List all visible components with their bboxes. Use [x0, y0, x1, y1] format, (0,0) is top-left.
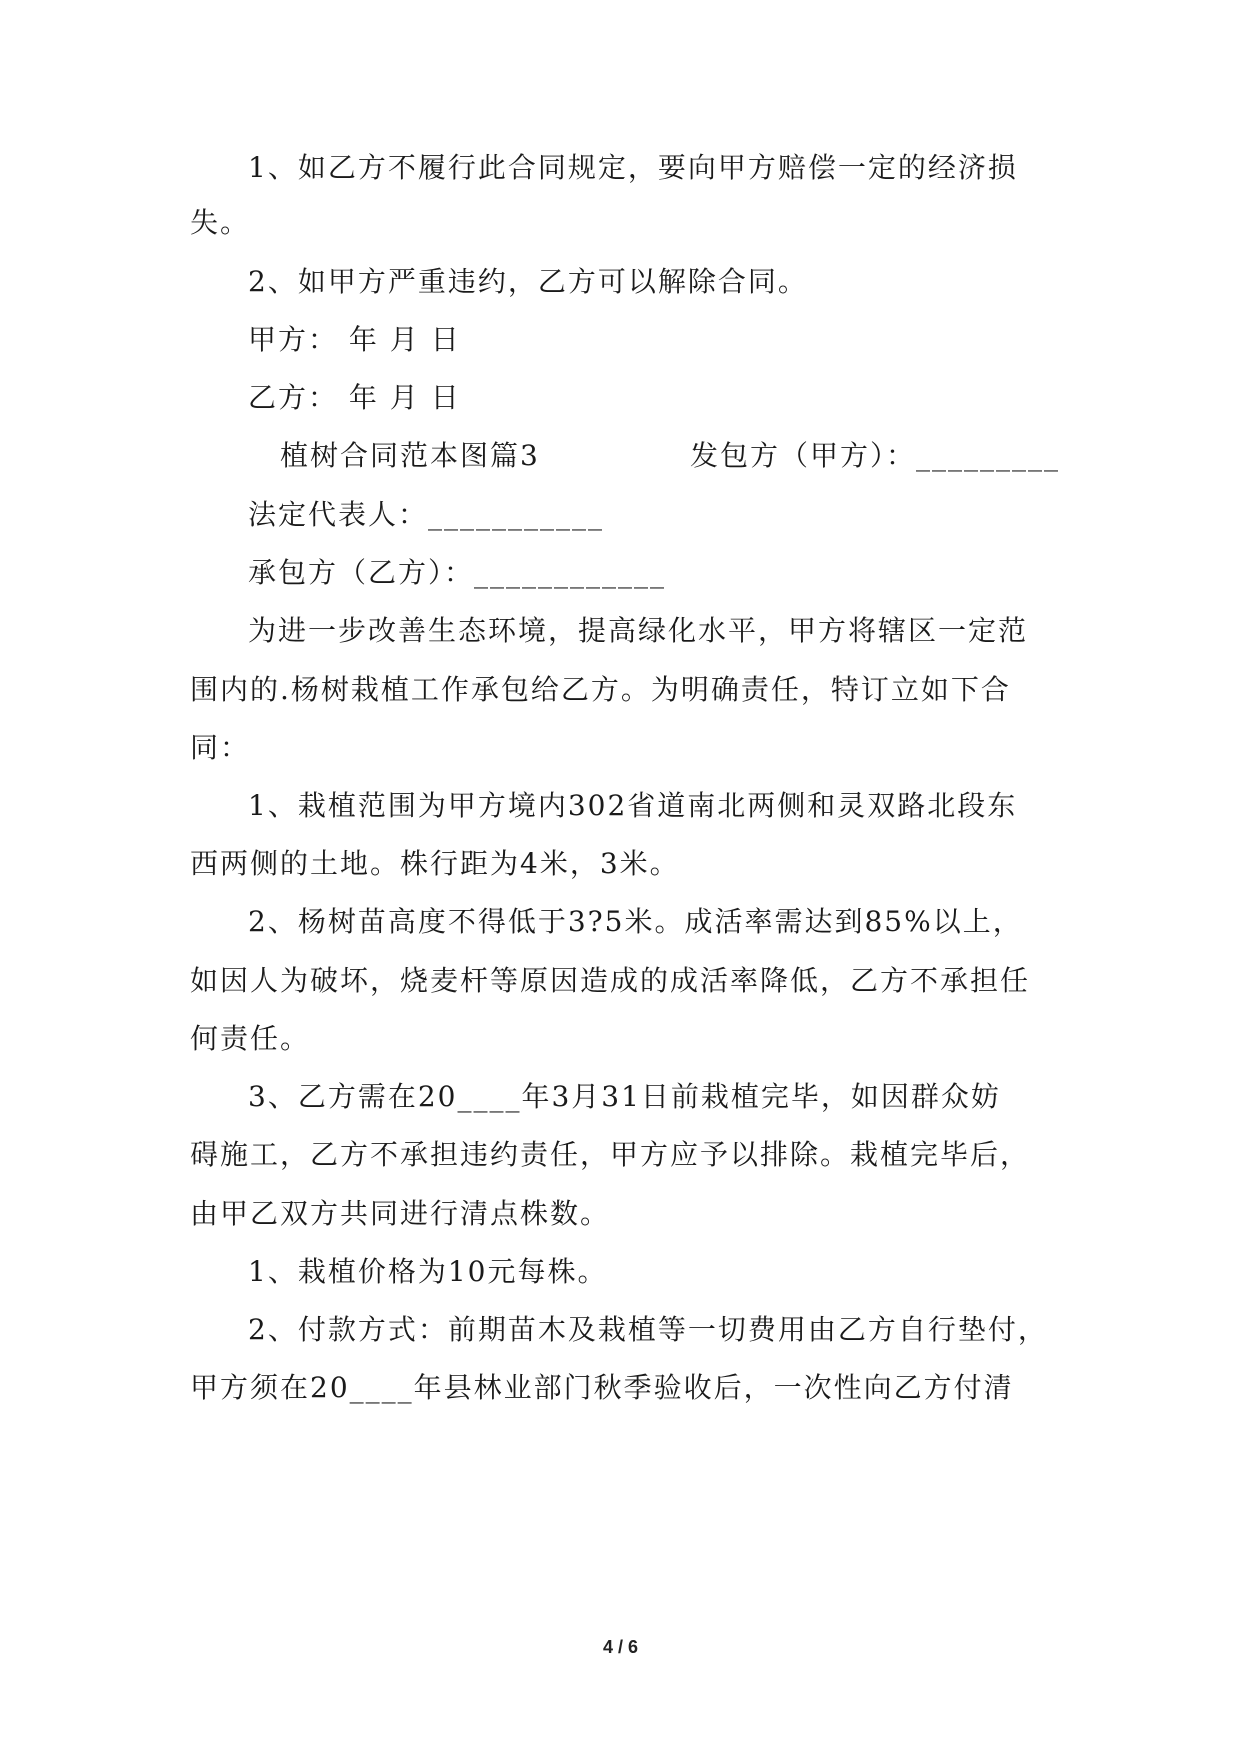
paragraph-line: 碍施工，乙方不承担违约责任，甲方应予以排除。栽植完毕后， [190, 1138, 1031, 1171]
paragraph-line: 1、栽植范围为甲方境内302省道南北两侧和灵双路北段东 [248, 789, 1018, 822]
legal-representative-field: 法定代表人：___________ [248, 498, 605, 531]
contractee-field: 承包方（乙方）：____________ [248, 556, 667, 589]
signature-line-party-b: 乙方： 年 月 日 [248, 381, 461, 414]
paragraph-line: 甲方须在20____年县林业部门秋季验收后，一次性向乙方付清 [190, 1371, 1014, 1404]
paragraph-line: 2、杨树苗高度不得低于3?5米。成活率需达到85%以上， [248, 905, 1023, 938]
paragraph-line: 2、如甲方严重违约，乙方可以解除合同。 [248, 265, 808, 298]
paragraph-line: 失。 [190, 206, 251, 239]
paragraph-line: 同： [190, 731, 251, 764]
section-title: 植树合同范本图篇3 [280, 439, 540, 472]
paragraph-line: 2、付款方式：前期苗木及栽植等一切费用由乙方自行垫付， [248, 1313, 1048, 1346]
paragraph-line: 由甲乙双方共同进行清点株数。 [190, 1197, 611, 1230]
page-number: 4 / 6 [602, 1637, 639, 1657]
paragraph-line: 3、乙方需在20____年3月31日前栽植完毕，如因群众妨 [248, 1080, 1001, 1113]
contractor-field: 发包方（甲方）：_________ [690, 439, 1061, 472]
paragraph-line: 西两侧的土地。株行距为4米，3米。 [190, 847, 680, 880]
paragraph-line: 如因人为破坏，烧麦杆等原因造成的成活率降低，乙方不承担任 [190, 964, 1031, 997]
paragraph-line: 1、如乙方不履行此合同规定，要向甲方赔偿一定的经济损 [248, 151, 1018, 184]
paragraph-line: 为进一步改善生态环境，提高绿化水平，甲方将辖区一定范 [248, 614, 1029, 647]
paragraph-line: 1、栽植价格为10元每株。 [248, 1255, 608, 1288]
paragraph-line: 围内的.杨树栽植工作承包给乙方。为明确责任，特订立如下合 [190, 673, 1011, 706]
paragraph-line: 何责任。 [190, 1022, 311, 1055]
signature-line-party-a: 甲方： 年 月 日 [248, 323, 461, 356]
